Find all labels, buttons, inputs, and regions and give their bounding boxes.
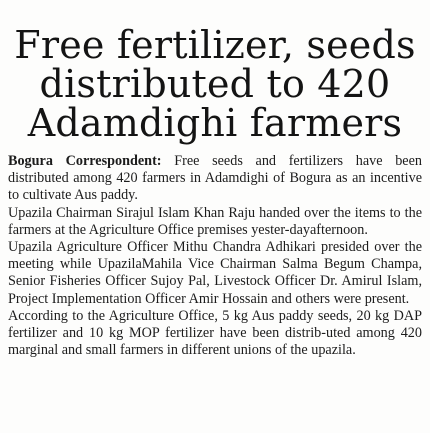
headline bbox=[0, 0, 430, 143]
headline-line-3: Adamdighi farmers bbox=[27, 101, 403, 145]
article-paragraph-3: Upazila Agriculture Officer Mithu Chandra Adhikari presided over the meeting while UpazilaMahila Vice Chairman Salma Begum Champa, Senior Fisheries Officer Sujoy Pal, Livestock Officer Dr. Amirul Islam, Project Implementation Officer Amir Hossain and others were present. bbox=[8, 239, 422, 307]
article-body bbox=[8, 153, 422, 359]
byline: Bogura Correspondent: bbox=[8, 153, 162, 169]
article-paragraph-2: Upazila Chairman Sirajul Islam Khan Raju handed over the items to the farmers at the Agriculture Office premises yester-dayafternoon. bbox=[8, 204, 422, 238]
headline-line-1: Free fertilizer, seeds bbox=[14, 23, 416, 67]
article-paragraph-1 bbox=[8, 153, 422, 205]
headline-line-2: distributed to 420 bbox=[39, 62, 391, 106]
paragraph-text-1: Free seeds and fertilizers have been distributed among 420 farmers in Adamdighi of Bogura as an incentive to cultivate Aus paddy. bbox=[8, 153, 422, 204]
article-paragraph-4: According to the Agriculture Office, 5 kg Aus paddy seeds, 20 kg DAP fertilizer and 10 kg MOP fertilizer have been distrib-uted among 420 marginal and small farmers in different unions of the upazila. bbox=[8, 307, 422, 359]
